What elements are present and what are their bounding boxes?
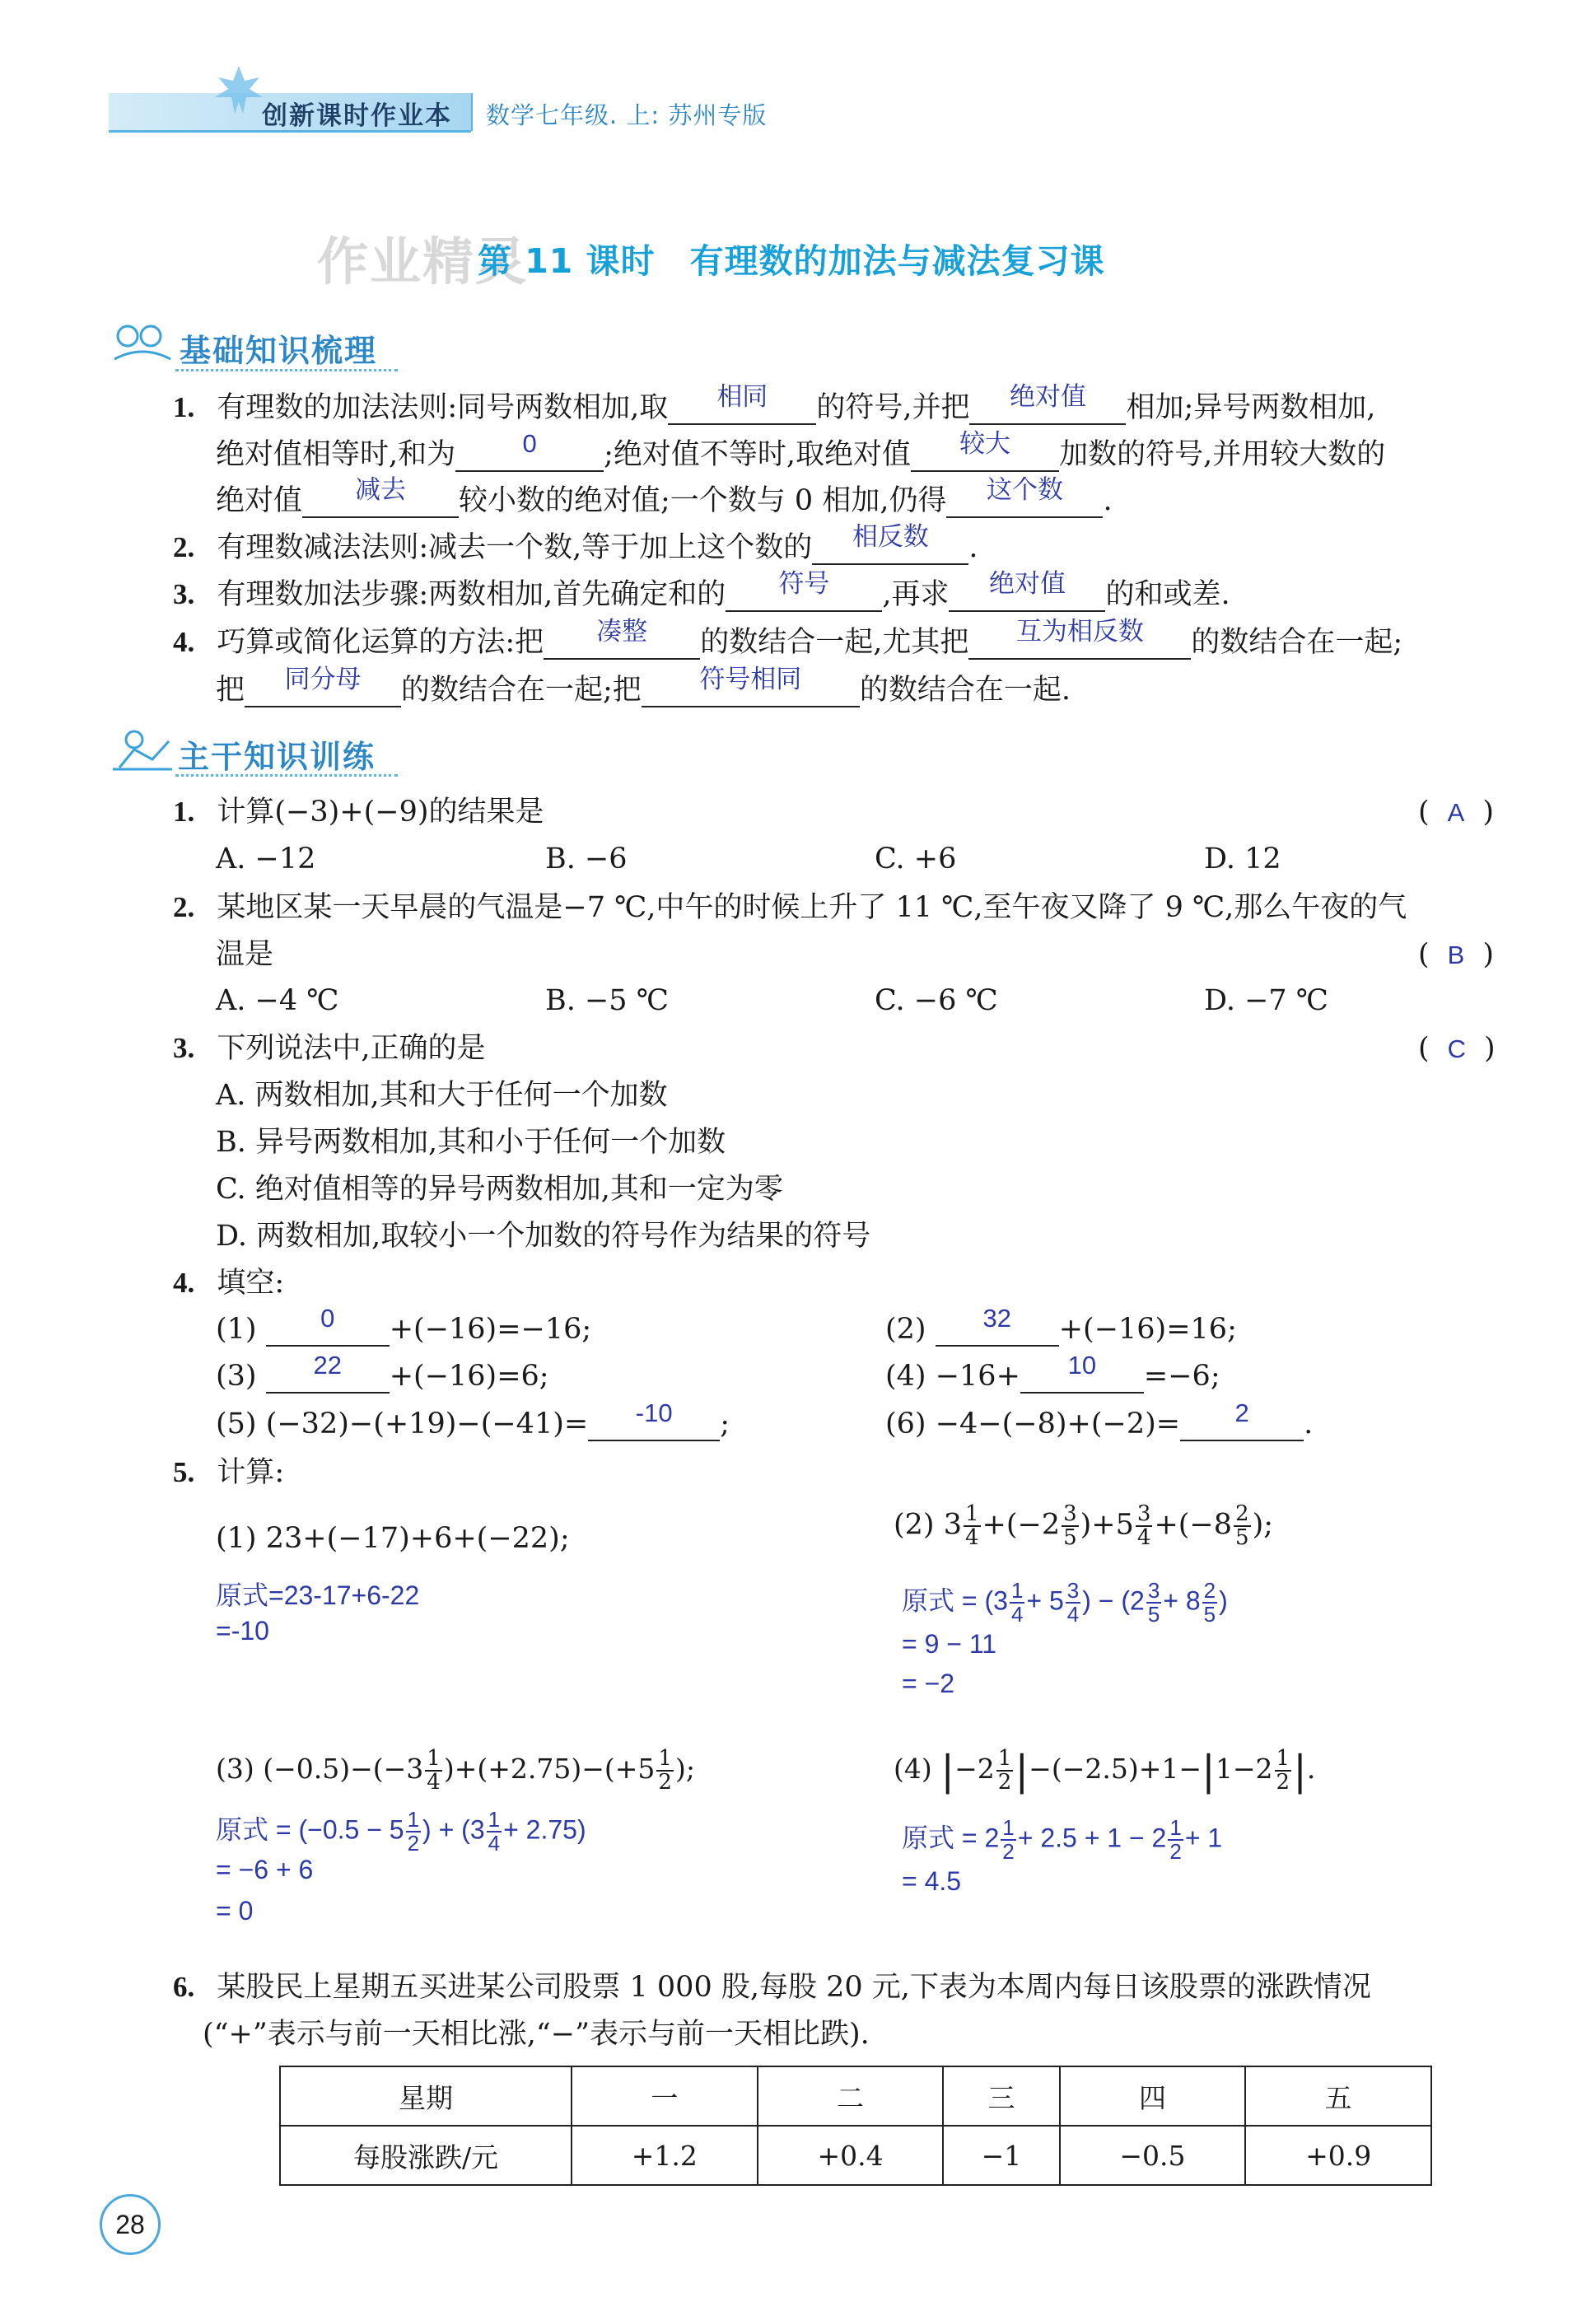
p2-q4-item-4-answer: 10 bbox=[1067, 1351, 1097, 1380]
p2-q5-part3-solution-2: = −6 + 6 bbox=[216, 1855, 314, 1884]
table-cell: +0.4 bbox=[758, 2126, 944, 2185]
p2-q5-part3-sol-b: + 2.75) bbox=[503, 1814, 586, 1845]
table-header-cell: 四 bbox=[1060, 2066, 1246, 2126]
p2-q4-item-6 bbox=[885, 1398, 1314, 1441]
page-number-badge bbox=[100, 2194, 161, 2255]
table-header-cell: 五 bbox=[1245, 2066, 1431, 2126]
table-cell: +0.9 bbox=[1245, 2126, 1431, 2185]
p2-q4-item-2 bbox=[885, 1304, 1237, 1347]
p1-q1-answer1: 相同 bbox=[716, 382, 768, 411]
p2-q3-option-b: B. 异号两数相加,其和小于任何一个加数 bbox=[216, 1126, 726, 1159]
watermark: 作业精灵 bbox=[317, 231, 529, 292]
p1-q1-text5: ;绝对值不等时,取绝对值 bbox=[604, 438, 912, 471]
p2-q4-item-4-pre: (4) −16+ bbox=[885, 1360, 1020, 1393]
p2-q4-item-1-blank bbox=[266, 1304, 390, 1347]
p2-q4-item-2-post: +(−16)=16; bbox=[1058, 1313, 1237, 1346]
section-1-icon bbox=[110, 320, 175, 366]
table-header-cell: 星期 bbox=[280, 2066, 572, 2126]
p2-q5-part2-frac1-num: 1 bbox=[964, 1501, 979, 1526]
p2-q5-part2-solution-1 bbox=[902, 1580, 1228, 1626]
p2-q5-part1-solution-2: =-10 bbox=[216, 1616, 269, 1646]
p2-q5-part2-op1: +(−2 bbox=[982, 1508, 1061, 1542]
p1-q4-answer3: 同分母 bbox=[284, 665, 362, 693]
p2-q5-part4-sol-frac1-den: 2 bbox=[1002, 1839, 1015, 1864]
p2-q4-item-2-answer: 32 bbox=[982, 1304, 1011, 1333]
p2-q5-part4-sol-a: + 2.5 + 1 − 2 bbox=[1017, 1823, 1167, 1853]
p1-q4-blank3 bbox=[245, 665, 401, 707]
p2-q4-text: 填空: bbox=[217, 1267, 285, 1300]
p2-q5-part2-sol-frac2-num: 3 bbox=[1066, 1578, 1080, 1603]
p1-q1-answer4: 较大 bbox=[959, 429, 1011, 458]
p2-q5-part2-sol-frac1-num: 1 bbox=[1010, 1578, 1024, 1603]
p2-q3-stem bbox=[173, 1032, 486, 1065]
table-header-cell: 三 bbox=[943, 2066, 1059, 2126]
p2-q5-part2-sol-frac1-den: 4 bbox=[1010, 1602, 1024, 1627]
p1-q4-text5: 的数结合在一起;把 bbox=[401, 674, 642, 707]
p2-q5-part2-frac1-den: 4 bbox=[964, 1525, 979, 1550]
p2-q2-number: 2. bbox=[173, 891, 195, 923]
p2-q4-item-2-pre: (2) bbox=[885, 1313, 926, 1346]
p2-q4-stem bbox=[173, 1267, 284, 1300]
p2-q5-part4-expr bbox=[894, 1748, 1315, 1794]
p2-q4-item-3-blank bbox=[266, 1351, 390, 1394]
p2-q5-part3-solution-1 bbox=[216, 1809, 586, 1855]
p2-q4-item-3-post: +(−16)=6; bbox=[389, 1360, 549, 1393]
p2-q5-part4-frac1 bbox=[996, 1748, 1014, 1794]
p2-q2-bracket: ( B ) bbox=[1418, 938, 1494, 971]
p1-q4-text2: 的数结合一起,尤其把 bbox=[700, 626, 969, 659]
p1-q1-text1: 有理数的加法法则:同号两数相加,取 bbox=[217, 391, 669, 424]
p2-q5-part3-sol-a: ) + (3 bbox=[422, 1814, 485, 1845]
p2-q4-item-6-blank bbox=[1180, 1398, 1304, 1441]
p1-q4-blank4 bbox=[642, 665, 860, 707]
p2-q5-part2-sol-b: ) − (2 bbox=[1082, 1585, 1145, 1616]
p2-q1-stem bbox=[173, 796, 544, 829]
p2-q4-item-5-pre: (5) (−32)−(+19)−(−41)= bbox=[216, 1408, 589, 1440]
p2-q5-part3-op2: ); bbox=[674, 1753, 695, 1785]
p2-q3-option-a: A. 两数相加,其和大于任何一个加数 bbox=[216, 1079, 668, 1112]
leaf-icon bbox=[210, 63, 268, 120]
p2-q1-text: 计算(−3)+(−9)的结果是 bbox=[217, 796, 544, 829]
p2-q4-item-4 bbox=[885, 1351, 1220, 1394]
section-1-title: 基础知识梳理 bbox=[180, 333, 378, 369]
p2-q3-answer: C bbox=[1447, 1034, 1467, 1063]
p1-q3-answer2: 绝对值 bbox=[988, 569, 1066, 598]
p2-q5-part2-op4: ); bbox=[1252, 1508, 1274, 1542]
p2-q5-part3-frac1 bbox=[425, 1748, 442, 1794]
p1-q1-answer5: 减去 bbox=[355, 475, 407, 504]
abs-bar-2-icon: | bbox=[1015, 1747, 1029, 1795]
p2-q6-stem bbox=[173, 1971, 1371, 2004]
p2-q1-bracket: ( A ) bbox=[1418, 796, 1494, 829]
p2-q5-part4-op2: 1−2 bbox=[1215, 1753, 1273, 1785]
p1-q3-answer1: 符号 bbox=[778, 569, 830, 598]
p2-q6-text1: 某股民上星期五买进某公司股票 1 000 股,每股 20 元,下表为本周内每日该股票的涨跌情况 bbox=[217, 1971, 1371, 2004]
p2-q5-part1-expr: (1) 23+(−17)+6+(−22); bbox=[216, 1522, 570, 1555]
p2-q4-item-6-post: . bbox=[1304, 1408, 1314, 1440]
p2-q5-part2-frac4-den: 5 bbox=[1235, 1525, 1249, 1550]
p1-q4-number: 4. bbox=[173, 626, 195, 658]
p1-q1-number: 1. bbox=[173, 391, 195, 423]
p2-q5-stem bbox=[173, 1456, 284, 1489]
p2-q4-item-4-blank bbox=[1020, 1351, 1144, 1394]
p1-q1-text3: 相加;异号两数相加, bbox=[1126, 391, 1376, 424]
p2-q5-part4-op1: −(−2.5)+1− bbox=[1029, 1753, 1202, 1785]
p2-q1-option-b: B. −6 bbox=[545, 843, 628, 875]
p2-q3-option-c: C. 绝对值相等的异号两数相加,其和一定为零 bbox=[216, 1173, 783, 1206]
p2-q5-part3-frac1-den: 4 bbox=[427, 1770, 441, 1795]
p1-q1-line2 bbox=[216, 429, 1386, 472]
p2-q4-item-3-pre: (3) bbox=[216, 1360, 257, 1393]
p2-q1-option-d: D. 12 bbox=[1204, 843, 1281, 875]
p2-q5-part4-frac2 bbox=[1275, 1748, 1292, 1794]
p2-q3-number: 3. bbox=[173, 1032, 195, 1064]
abs-bar-4-icon: | bbox=[1293, 1747, 1307, 1795]
p2-q5-part2-sol-frac2-den: 4 bbox=[1066, 1602, 1080, 1627]
p2-q5-part4-frac2-num: 1 bbox=[1276, 1746, 1290, 1771]
p2-q3-option-d: D. 两数相加,取较小一个加数的符号作为结果的符号 bbox=[216, 1220, 871, 1253]
p1-q1-text8: 较小数的绝对值;一个数与 0 相加,仍得 bbox=[459, 484, 947, 517]
p2-q5-part3-sol-frac2-den: 4 bbox=[488, 1831, 501, 1856]
p2-q2-option-a: A. −4 ℃ bbox=[216, 984, 339, 1017]
p2-q5-part2-frac4 bbox=[1234, 1503, 1251, 1549]
p1-q1-line3 bbox=[216, 475, 1113, 518]
p2-q5-part2-solution-2: = 9 − 11 bbox=[902, 1629, 997, 1659]
table-cell: −0.5 bbox=[1060, 2126, 1246, 2185]
p2-q2-option-c: C. −6 ℃ bbox=[875, 984, 998, 1017]
section-2-title: 主干知识训练 bbox=[178, 739, 376, 775]
p2-q4-item-1-pre: (1) bbox=[216, 1313, 257, 1346]
p2-q2-stem bbox=[173, 891, 1407, 924]
p2-q5-part3-sol-frac1 bbox=[406, 1809, 421, 1855]
p1-q1-answer3: 0 bbox=[522, 429, 537, 458]
p1-q1-blank6 bbox=[946, 475, 1103, 518]
p2-q5-part3-frac1-num: 1 bbox=[427, 1746, 441, 1771]
p2-q5-part2-sol-pre: 原式 = (3 bbox=[902, 1585, 1008, 1616]
p2-q2-text1: 某地区某一天早晨的气温是−7 ℃,中午的时候上升了 11 ℃,至午夜又降了 9 ℃,那么午夜的气 bbox=[217, 891, 1407, 924]
p1-q2 bbox=[173, 522, 978, 565]
p1-q2-blank1 bbox=[812, 522, 968, 565]
abs-bar-3-icon: | bbox=[1202, 1747, 1216, 1795]
p2-q5-part2-frac3 bbox=[1136, 1503, 1153, 1549]
p2-q5-part4-sol-frac2 bbox=[1168, 1817, 1183, 1863]
p2-q5-part4-frac1-num: 1 bbox=[997, 1746, 1012, 1771]
p2-q4-item-5-post: ; bbox=[720, 1408, 730, 1440]
p2-q4-item-1-post: +(−16)=−16; bbox=[389, 1313, 592, 1346]
p2-q1-number: 1. bbox=[173, 796, 195, 828]
p2-q1-option-c: C. +6 bbox=[875, 843, 957, 875]
p2-q5-part3-solution-3: = 0 bbox=[216, 1896, 254, 1926]
p1-q4-answer4: 符号相同 bbox=[699, 665, 802, 693]
p1-q4-text3: 的数结合在一起; bbox=[1191, 626, 1403, 659]
p1-q4-line2 bbox=[216, 665, 1071, 707]
p1-q2-text2: . bbox=[968, 531, 978, 564]
p1-q1-text6: 加数的符号,并用较大数的 bbox=[1059, 438, 1386, 471]
p2-q4-item-5-answer: -10 bbox=[635, 1398, 673, 1427]
p1-q2-answer1: 相反数 bbox=[852, 522, 929, 551]
p2-q5-part2-op2: )+5 bbox=[1080, 1508, 1134, 1542]
p1-q3-number: 3. bbox=[173, 578, 195, 610]
p2-q5-part2-frac4-num: 2 bbox=[1235, 1501, 1249, 1526]
p1-q1-answer6: 这个数 bbox=[986, 475, 1063, 504]
p2-q4-item-2-blank bbox=[936, 1304, 1059, 1347]
p2-q3-bracket: ( C ) bbox=[1418, 1032, 1496, 1065]
header-subtitle: 数学七年级. 上: 苏州专版 bbox=[486, 101, 768, 129]
p2-q5-part3-sol-frac1-num: 1 bbox=[407, 1807, 420, 1832]
p2-q4-item-5-blank bbox=[588, 1398, 720, 1441]
p2-q5-part4-sol-frac2-num: 1 bbox=[1169, 1815, 1182, 1840]
p2-q5-part3-frac2 bbox=[656, 1748, 674, 1794]
p2-q5-part4-sol-b: + 1 bbox=[1184, 1823, 1223, 1853]
p1-q4-answer2: 互为相反数 bbox=[1015, 617, 1144, 646]
p2-q5-part4-sol-frac2-den: 2 bbox=[1169, 1839, 1182, 1864]
p2-q5-part3-sol-pre: 原式 = (−0.5 − 5 bbox=[216, 1814, 404, 1845]
p1-q1-text7: 绝对值 bbox=[216, 484, 303, 517]
p2-q5-part3-frac2-den: 2 bbox=[658, 1770, 672, 1795]
p2-q5-part2-frac3-num: 3 bbox=[1136, 1501, 1151, 1526]
p1-q3 bbox=[173, 569, 1230, 612]
p2-q5-part4-solution-2: = 4.5 bbox=[902, 1866, 962, 1896]
p1-q1-text4: 绝对值相等时,和为 bbox=[216, 438, 456, 471]
page-title: 第 11 课时 有理数的加法与减法复习课 bbox=[478, 241, 1105, 281]
p2-q5-part1-solution-1: 原式=23-17+6-22 bbox=[216, 1580, 420, 1610]
page-number: 28 bbox=[115, 2210, 145, 2239]
p1-q1-line1 bbox=[173, 382, 1376, 425]
p2-q2-text2: 温是 bbox=[216, 938, 274, 971]
p2-q5-part2-solution-3: = −2 bbox=[902, 1669, 955, 1698]
p2-q5-part4-frac1-den: 2 bbox=[997, 1770, 1012, 1795]
p2-q5-part4-frac2-den: 2 bbox=[1276, 1770, 1290, 1795]
section-2-underline bbox=[175, 774, 398, 779]
p2-q5-part2-sol-frac4-den: 5 bbox=[1203, 1602, 1216, 1627]
p1-q1-answer2: 绝对值 bbox=[1009, 382, 1086, 411]
p2-q4-item-3 bbox=[216, 1351, 549, 1394]
p1-q4-text6: 的数结合在一起. bbox=[859, 674, 1071, 707]
p2-q5-part2-sol-frac1 bbox=[1010, 1580, 1024, 1626]
p1-q1-blank5 bbox=[302, 475, 459, 518]
p2-q2-answer: B bbox=[1447, 941, 1465, 969]
p1-q3-text2: ,再求 bbox=[882, 578, 950, 611]
p2-q5-part2-sol-frac4-num: 2 bbox=[1203, 1578, 1216, 1603]
p2-q4-item-6-pre: (6) −4−(−8)+(−2)= bbox=[885, 1408, 1181, 1440]
table-cell: +1.2 bbox=[572, 2126, 758, 2185]
p2-q5-part2-op3: +(−8 bbox=[1154, 1508, 1233, 1542]
table-header-row bbox=[280, 2066, 1431, 2126]
p2-q5-part2-frac2-den: 5 bbox=[1063, 1525, 1077, 1550]
p2-q5-part4-sol-frac1-num: 1 bbox=[1002, 1815, 1015, 1840]
p2-q5-part3-label: (3) (−0.5)−(−3 bbox=[216, 1753, 424, 1785]
p2-q5-part4-sol-frac1 bbox=[1001, 1817, 1015, 1863]
p1-q3-blank1 bbox=[726, 569, 882, 612]
p2-q2-option-d: D. −7 ℃ bbox=[1204, 984, 1328, 1017]
p2-q5-part4-op3: . bbox=[1306, 1753, 1316, 1785]
table-cell: 每股涨跌/元 bbox=[280, 2126, 572, 2185]
p1-q4-answer1: 凑整 bbox=[596, 617, 648, 646]
p1-q2-text1: 有理数减法法则:减去一个数,等于加上这个数的 bbox=[217, 531, 813, 564]
p2-q5-part2-sol-frac3-num: 3 bbox=[1147, 1578, 1160, 1603]
p2-q5-part4-op0: −2 bbox=[954, 1753, 995, 1785]
p1-q1-blank4 bbox=[911, 429, 1059, 472]
p2-q6-text2: (“+”表示与前一天相比涨,“−”表示与前一天相比跌). bbox=[203, 2018, 870, 2051]
section-1-underline bbox=[175, 369, 398, 374]
p1-q4-text1: 巧算或简化运算的方法:把 bbox=[217, 626, 544, 659]
p2-q4-item-1 bbox=[216, 1304, 592, 1347]
p2-q5-part3-frac2-num: 1 bbox=[658, 1746, 672, 1771]
p2-q5-part2-expr bbox=[894, 1503, 1273, 1549]
p2-q5-part2-sol-frac3 bbox=[1146, 1580, 1161, 1626]
p2-q5-part3-sol-frac2 bbox=[487, 1809, 502, 1855]
p2-q5-part2-sol-end: ) bbox=[1219, 1585, 1228, 1616]
p2-q5-part2-sol-a: + 5 bbox=[1026, 1585, 1064, 1616]
p1-q1-blank1 bbox=[668, 382, 816, 425]
p2-q4-item-6-answer: 2 bbox=[1234, 1398, 1249, 1427]
table-cell: −1 bbox=[943, 2126, 1059, 2185]
p2-q2-option-b: B. −5 ℃ bbox=[545, 984, 669, 1017]
p2-q1-option-a: A. −12 bbox=[216, 843, 316, 875]
p2-q1-answer: A bbox=[1447, 798, 1465, 827]
p2-q5-part2-frac2-num: 3 bbox=[1063, 1501, 1077, 1526]
p2-q5-part2-frac1 bbox=[964, 1503, 981, 1549]
p2-q3-text: 下列说法中,正确的是 bbox=[217, 1032, 486, 1065]
p2-q5-part3-op1: )+(+2.75)−(+5 bbox=[443, 1753, 656, 1785]
p2-q5-part2-sol-frac2 bbox=[1066, 1580, 1080, 1626]
p2-q5-part2-sol-c: + 8 bbox=[1163, 1585, 1201, 1616]
p1-q4-line1 bbox=[173, 617, 1403, 660]
table-row bbox=[280, 2126, 1431, 2185]
p2-q4-item-3-answer: 22 bbox=[313, 1351, 342, 1380]
p2-q5-part2-frac2 bbox=[1062, 1503, 1079, 1549]
p2-q5-part4-solution-1 bbox=[902, 1817, 1222, 1863]
p1-q4-blank2 bbox=[968, 617, 1191, 660]
p1-q4-text4: 把 bbox=[216, 674, 245, 707]
p2-q5-part4-sol-pre: 原式 = 2 bbox=[902, 1823, 1000, 1853]
p2-q5-number: 5. bbox=[173, 1456, 195, 1488]
p2-q4-item-4-post: =−6; bbox=[1143, 1360, 1220, 1393]
p1-q2-number: 2. bbox=[173, 531, 195, 563]
p2-q4-item-1-answer: 0 bbox=[320, 1304, 335, 1333]
p2-q5-text: 计算: bbox=[217, 1456, 285, 1489]
p2-q5-part3-sol-frac1-den: 2 bbox=[407, 1831, 420, 1856]
p1-q4-blank1 bbox=[544, 617, 700, 660]
p2-q6-number: 6. bbox=[173, 1971, 195, 2003]
p1-q3-text3: 的和或差. bbox=[1105, 578, 1230, 611]
p2-q4-item-5 bbox=[216, 1398, 730, 1441]
p1-q1-text2: 的符号,并把 bbox=[816, 391, 970, 424]
abs-bar-1-icon: | bbox=[940, 1747, 955, 1795]
p2-q5-part2-label: (2) 3 bbox=[894, 1508, 962, 1542]
p2-q5-part2-frac3-den: 4 bbox=[1136, 1525, 1151, 1550]
p1-q3-blank2 bbox=[949, 569, 1105, 612]
p2-q5-part4-label: (4) bbox=[894, 1753, 932, 1785]
header-divider bbox=[471, 93, 473, 131]
section-2-icon bbox=[110, 726, 175, 773]
p1-q3-text1: 有理数加法步骤:两数相加,首先确定和的 bbox=[217, 578, 726, 611]
p2-q5-part2-sol-frac4 bbox=[1202, 1580, 1217, 1626]
stock-table bbox=[279, 2066, 1432, 2186]
p1-q1-text9: . bbox=[1103, 484, 1113, 517]
table-header-cell: 二 bbox=[758, 2066, 944, 2126]
p2-q5-part3-expr bbox=[216, 1748, 695, 1794]
p2-q5-part3-sol-frac2-num: 1 bbox=[488, 1807, 501, 1832]
p2-q4-number: 4. bbox=[173, 1267, 195, 1299]
p2-q5-part2-sol-frac3-den: 5 bbox=[1147, 1602, 1160, 1627]
p1-q1-blank3 bbox=[455, 429, 604, 472]
p1-q1-blank2 bbox=[969, 382, 1126, 425]
header-book-title: 创新课时作业本 bbox=[262, 101, 452, 131]
table-header-cell: 一 bbox=[572, 2066, 758, 2126]
